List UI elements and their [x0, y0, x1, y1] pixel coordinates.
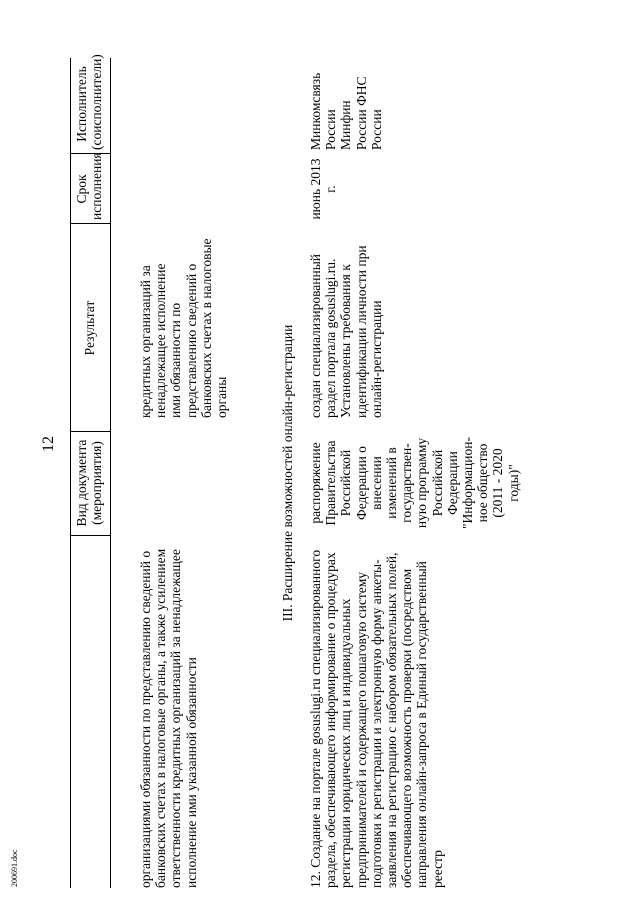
row2-result-text: создан специализированный раздел портала gosuslugi.ru. Установлены требования к идентификации личности при онлайн-регистрации: [308, 245, 384, 418]
header-result: Результат: [82, 300, 97, 356]
header-bottom-border: [110, 58, 111, 888]
table-top-border: [70, 58, 71, 888]
header-deadline: Срок исполнения: [74, 152, 105, 220]
header-divider: [70, 431, 110, 432]
row2-measure-text: 12. Создание на портале gosuslugi.ru специализированного раздела, обеспечивающего информирование о процедурах регистрации юридических лиц и индивидуальных предпринимателей и содержащего пошаговую систему подготовки к регистрации и электронную форму анкеты-заявления на регистрацию с набором обязательных полей, обеспечивающего возможность проверки (посредством направления онлайн-запроса в Единый государственный реестр: [308, 549, 445, 888]
row2-document-type: распоряжение Правительства Российской Федерации о внесении изменений в государствен-ную программу Российской Федерации "Информацион-ное общество (2011 - 2020 годы)": [308, 437, 521, 529]
row2-executors: Минкомсвязь России Минфин России ФНС России: [308, 72, 384, 150]
header-executor: Исполнитель (соисполнители): [74, 54, 105, 150]
section-heading: III. Расширение возможностей онлайн-регистрации: [280, 324, 295, 622]
header-document-type: Вид документа (мероприятия): [74, 439, 105, 527]
row2-deadline: июнь 2013 г.: [308, 158, 339, 220]
page-number: 12: [40, 436, 57, 452]
document-filename: 200691.doc: [10, 849, 19, 887]
row1-result-text: кредитных организаций за ненадлежащее исполнение ими обязанности по представлению сведений о банковских счетах в налоговые органы: [138, 238, 230, 418]
rotated-table: [70, 54, 630, 888]
header-divider: [70, 223, 110, 224]
header-divider: [70, 535, 110, 536]
row1-measure-text: организациями обязанности по представлению сведений о банковских счетах в налоговые органы, а также усилением ответственности кредитных организаций за ненадлежащее исполнение ими указанной обязанности: [138, 548, 199, 888]
